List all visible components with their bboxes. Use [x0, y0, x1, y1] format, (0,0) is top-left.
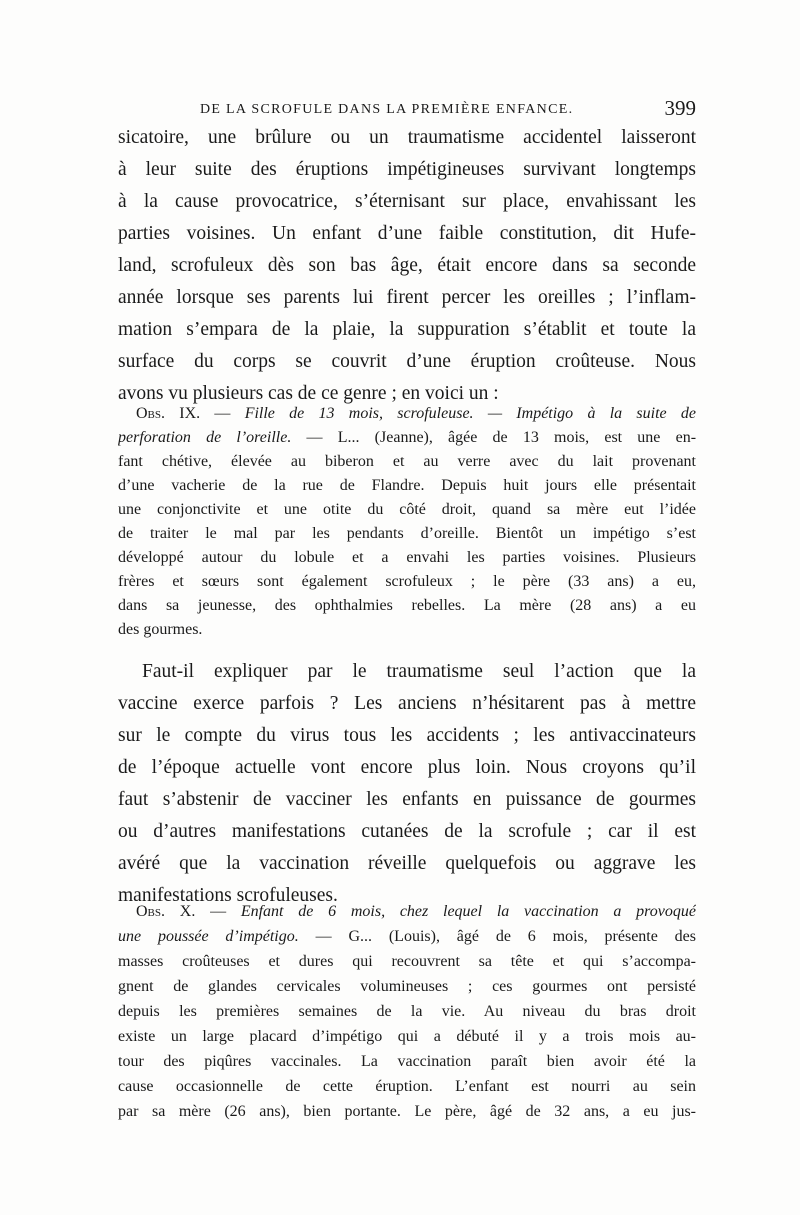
- obs-dash: —: [210, 903, 227, 920]
- text-line: manifestations scrofuleuses.: [118, 885, 338, 906]
- text-line: vaccine exerce parfois ? Les anciens n’hésitarent pas à mettre: [118, 693, 696, 714]
- obs-label: Obs. IX.: [136, 405, 201, 422]
- text-line: surface du corps se couvrit d’une éruption croûteuse. Nous: [118, 351, 696, 372]
- obs-line: par sa mère (26 ans), bien portante. Le père, âgé de 32 ans, a eu jus-: [118, 1103, 696, 1120]
- obs-title-cont: une poussée d’impétigo.: [118, 928, 299, 945]
- obs-heading-line: [136, 900, 696, 924]
- text-line: à la cause provocatrice, s’éternisant sur place, envahissant les: [118, 191, 696, 212]
- obs-line: [118, 426, 696, 450]
- obs-heading-line: [136, 402, 696, 426]
- text-line: avons vu plusieurs cas de ce genre ; en voici un :: [118, 383, 499, 404]
- text-line: parties voisines. Un enfant d’une faible constitution, dit Hufe-: [118, 223, 696, 244]
- text-line: mation s’empara de la plaie, la suppuration s’établit et toute la: [118, 319, 696, 340]
- text-line: sicatoire, une brûlure ou un traumatisme accidentel laisseront: [118, 127, 696, 148]
- text-line: avéré que la vaccination réveille quelquefois ou aggrave les: [118, 853, 696, 874]
- obs-dash: —: [214, 405, 231, 422]
- running-title: DE LA SCROFULE DANS LA PREMIÈRE ENFANCE.: [200, 102, 574, 117]
- obs-line: tour des piqûres vaccinales. La vaccination paraît bien avoir été la: [118, 1053, 696, 1070]
- text-line: ou d’autres manifestations cutanées de la scrofule ; car il est: [118, 821, 696, 842]
- obs-line: gnent de glandes cervicales volumineuses ; ces gourmes ont persisté: [118, 978, 696, 995]
- obs-line: depuis les premières semaines de la vie. Au niveau du bras droit: [118, 1003, 696, 1020]
- text-line: sur le compte du virus tous les accidents ; les antivaccinateurs: [118, 725, 696, 746]
- text-line: de l’époque actuelle vont encore plus loin. Nous croyons qu’il: [118, 757, 696, 778]
- text-line: land, scrofuleux dès son bas âge, était encore dans sa seconde: [118, 255, 696, 276]
- text-line: faut s’abstenir de vacciner les enfants en puissance de gourmes: [118, 789, 696, 810]
- obs-line: existe un large placard d’impétigo qui a débuté il y a trois mois au-: [118, 1028, 696, 1045]
- text-line: à leur suite des éruptions impétigineuses survivant longtemps: [118, 159, 696, 180]
- obs-line: frères et sœurs sont également scrofuleux ; le père (33 ans) a eu,: [118, 573, 696, 590]
- obs-label: Obs. X.: [136, 903, 196, 920]
- obs-title: Enfant de 6 mois, chez lequel la vaccination a provoqué: [240, 903, 696, 920]
- running-header: [118, 96, 696, 124]
- obs-line: fant chétive, élevée au biberon et au verre avec du lait provenant: [118, 453, 696, 470]
- obs-line: dans sa jeunesse, des ophthalmies rebelles. La mère (28 ans) a eu: [118, 597, 696, 614]
- obs-line: d’une vacherie de la rue de Flandre. Depuis huit jours elle présentait: [118, 477, 696, 494]
- obs-line: [118, 925, 696, 949]
- obs-line: masses croûteuses et dures qui recouvrent sa tête et qui s’accompa-: [118, 953, 696, 970]
- obs-title-cont: perforation de l’oreille.: [118, 429, 292, 446]
- text-line: Faut-il expliquer par le traumatisme seul l’action que la: [142, 661, 696, 682]
- obs-line: cause occasionnelle de cette éruption. L’enfant est nourri au sein: [118, 1078, 696, 1095]
- obs-line: développé autour du lobule et a envahi les parties voisines. Plusieurs: [118, 549, 696, 566]
- obs-line: de traiter le mal par les pendants d’oreille. Bientôt un impétigo s’est: [118, 525, 696, 542]
- obs-text: — G... (Louis), âgé de 6 mois, présente des: [315, 928, 696, 945]
- obs-text: — L... (Jeanne), âgée de 13 mois, est une en-: [306, 429, 696, 446]
- obs-line: une conjonctivite et une otite du côté droit, quand sa mère eut l’idée: [118, 501, 696, 518]
- text-line: année lorsque ses parents lui firent percer les oreilles ; l’inflam-: [118, 287, 696, 308]
- obs-line: des gourmes.: [118, 621, 203, 638]
- obs-title: Fille de 13 mois, scrofuleuse. — Impétigo à la suite de: [244, 405, 696, 422]
- page-number: 399: [664, 96, 696, 120]
